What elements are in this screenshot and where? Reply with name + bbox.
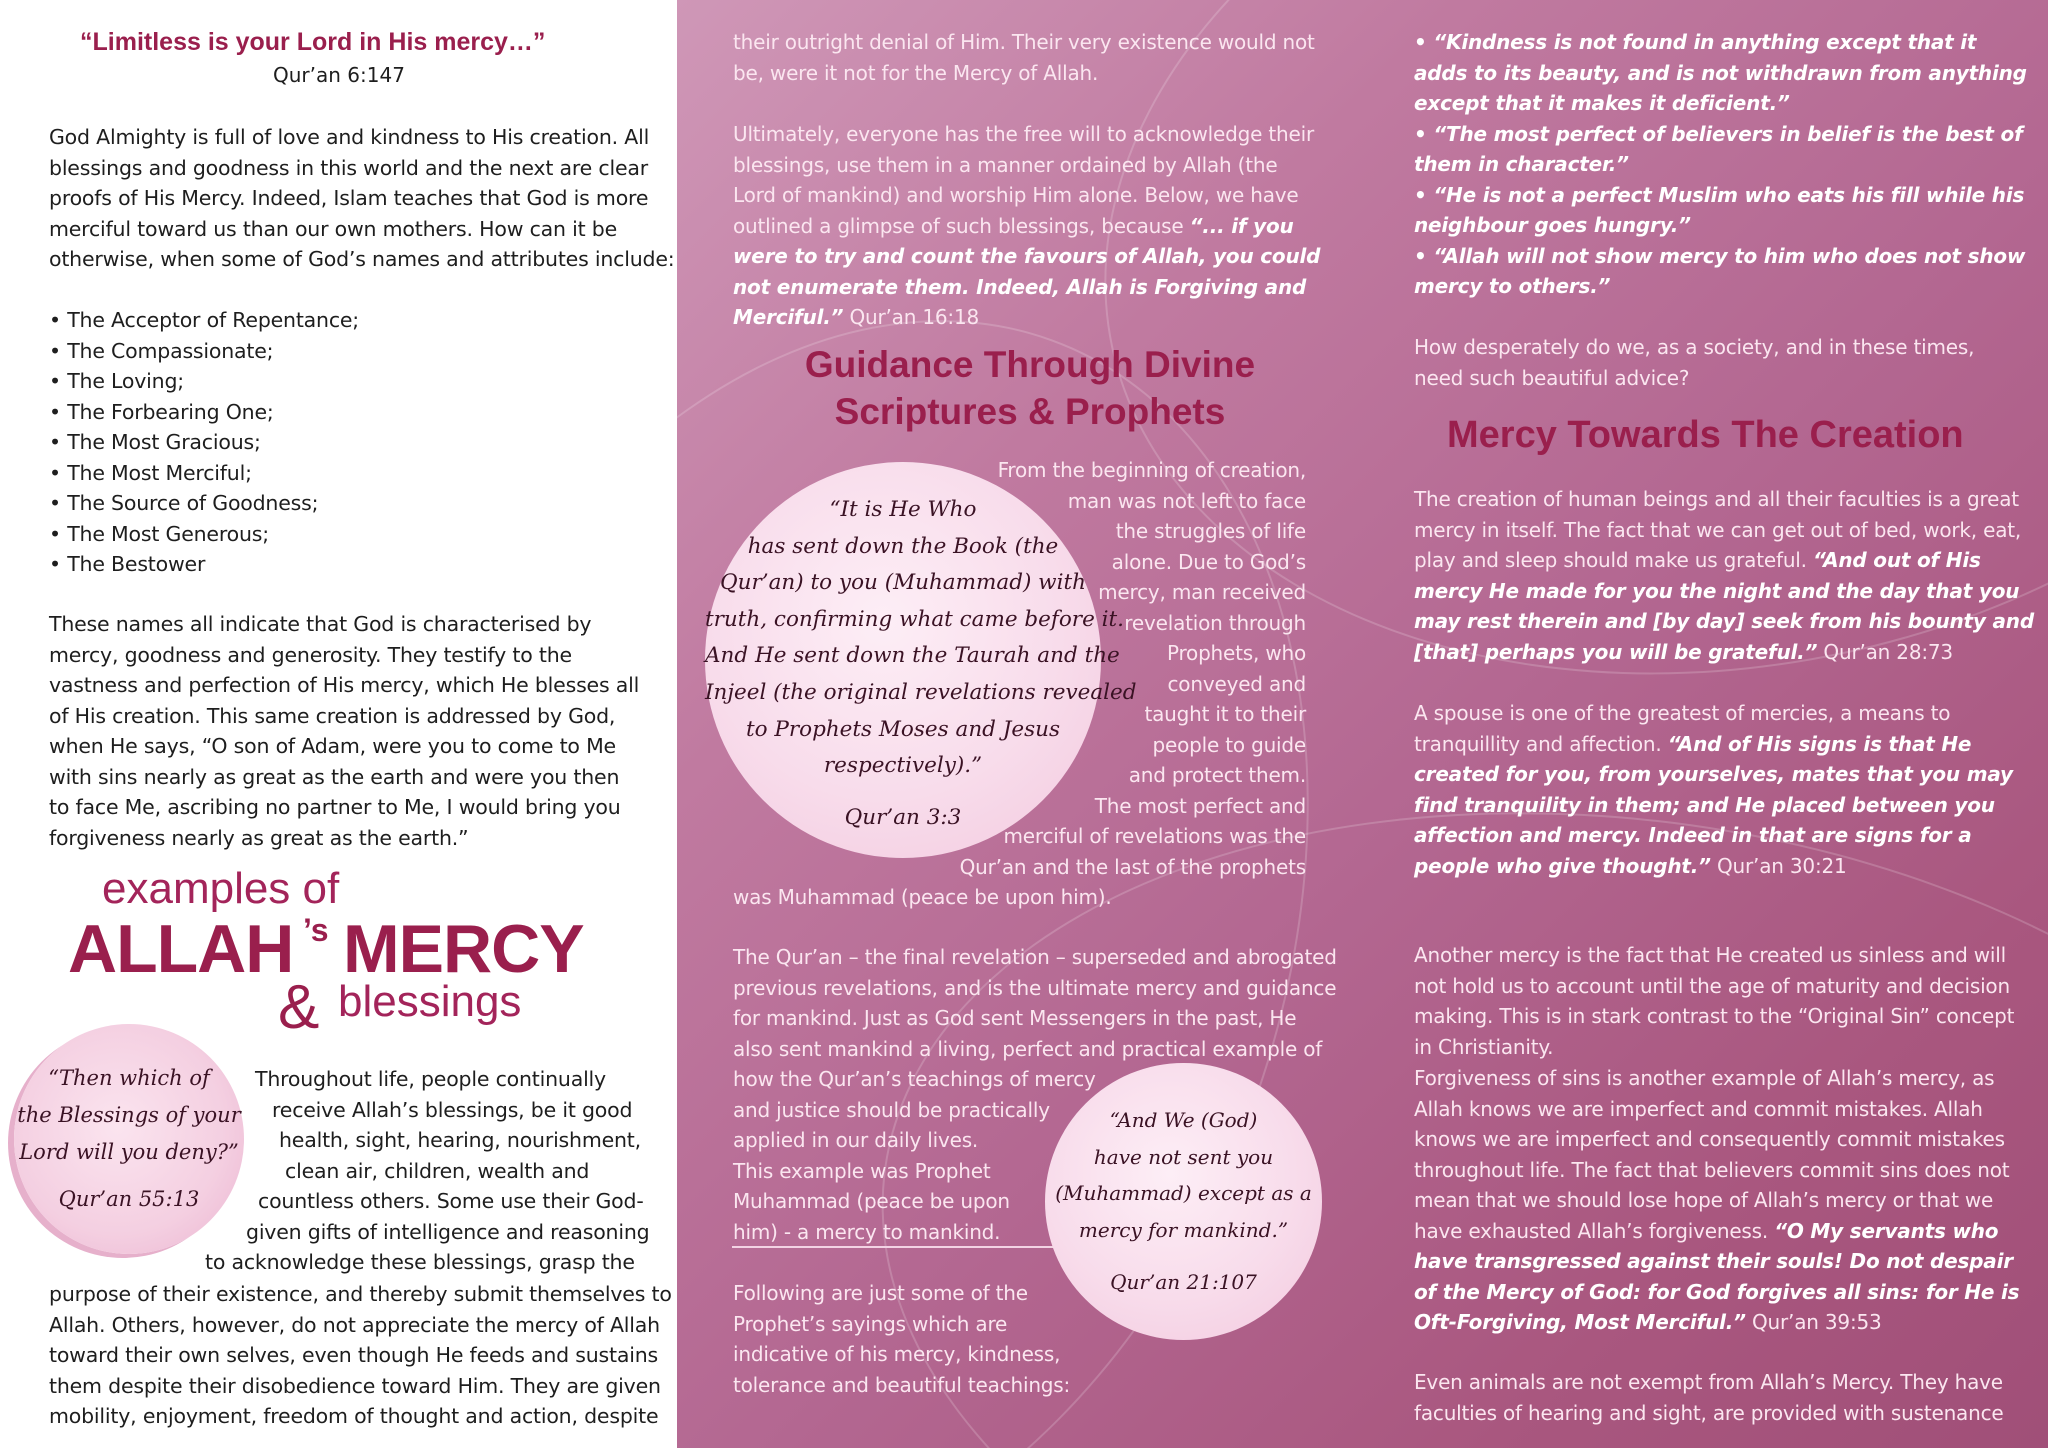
c5-line: faculties of hearing and sight, are provided with sustenance — [1414, 1400, 2004, 1425]
intro-line: otherwise, when some of God’s names and attributes include: — [49, 247, 675, 271]
mid-p5-line: tolerance and beautiful teachings: — [733, 1372, 1071, 1397]
advice-line: How desperately do we, as a society, and in these times, — [1414, 335, 1975, 359]
intro-line: merciful toward us than our own mothers. How can it be — [49, 216, 617, 241]
mid-wrap-line: mercy, man received — [1098, 580, 1306, 604]
title-apostrophe-s: ’s — [303, 912, 329, 948]
mid-wrap-line: man was not left to face — [1067, 488, 1306, 513]
wrap-line: health, sight, hearing, nourishment, — [279, 1128, 641, 1152]
c3-line: not hold us to account until the age of maturity and decision — [1414, 973, 2010, 998]
circle-quote-line: (Muhammad) except as a — [1055, 1181, 1312, 1205]
mid-p5-line: Prophet’s sayings which are — [733, 1311, 1008, 1336]
mid-p4-line: applied in our daily lives. — [733, 1128, 979, 1152]
mid-line: Ultimately, everyone has the free will to acknowledge their — [733, 122, 1314, 146]
mid-ref-line-part: Merciful.” — [733, 305, 844, 329]
c4-line: mean that we should lose hope of Allah’s mercy or that we — [1414, 1188, 1994, 1212]
c3-line: making. This is in stark contrast to the “Original Sin” concept — [1414, 1004, 2015, 1028]
c4-bold-line: of the Mercy of God: for God forgives all sins: for He is — [1414, 1279, 2020, 1304]
names-para-line: to face Me, ascribing no partner to Me, I would bring you — [49, 795, 621, 819]
wrap-line: clean air, children, wealth and — [285, 1158, 590, 1183]
c4-line: throughout life. The fact that believers commit sins does not — [1414, 1157, 2010, 1182]
wrap-line: countless others. Some use their God- — [258, 1189, 644, 1213]
mid-ref-line — [733, 302, 979, 333]
quote-circle-55-13 — [14, 1024, 244, 1254]
c4-ref-line-emphasis: Qur’an 39:53 — [1745, 1310, 1882, 1334]
c2-bold-line: find tranquility in them; and He placed between you — [1414, 792, 1995, 817]
heading-guidance-line1: Guidance Through Divine — [804, 344, 1256, 385]
circle-quote-line: Qur’an) to you (Muhammad) with — [720, 570, 1086, 596]
circle-quote-ref: Qur’an 3:3 — [844, 805, 962, 830]
heading-guidance-line2: Scriptures & Prophets — [834, 391, 1226, 432]
bottom-line: purpose of their existence, and thereby submit themselves to — [49, 1282, 672, 1306]
mid-bold-line: not enumerate them. Indeed, Allah is Forgiving and — [733, 274, 1307, 299]
saying-line: • “Allah will not show mercy to him who does not show — [1414, 243, 2026, 268]
name-item: • The Bestower — [49, 552, 206, 576]
mid-wrap-line: From the beginning of creation, — [997, 458, 1306, 482]
wrap-line: Throughout life, people continually — [255, 1067, 606, 1091]
bottom-line: toward their own selves, even though He feeds and sustains — [49, 1343, 659, 1367]
names-para-line: of His creation. This same creation is addressed by God, — [49, 703, 616, 728]
intro-line: proofs of His Mercy. Indeed, Islam teaches that God is more — [49, 186, 649, 210]
title-ampersand: & — [278, 973, 320, 1042]
c1-mixed-line-part: play and sleep should make us grateful. — [1414, 548, 1813, 572]
name-item: • The Acceptor of Repentance; — [49, 308, 360, 332]
title-allah: ALLAH — [68, 911, 294, 987]
c4-mixed-line-emphasis: “O My servants who — [1774, 1218, 1999, 1243]
c1-bold-line: may rest therein and [by day] seek from his bounty and — [1414, 609, 2034, 633]
mid-line: their outright denial of Him. Their very existence would not — [733, 30, 1315, 54]
c2-mixed-line-part: tranquillity and affection. — [1414, 731, 1668, 756]
circle-quote-line: “And We (God) — [1109, 1108, 1258, 1132]
mid-wrap-line: Prophets, who — [1166, 641, 1306, 665]
bottom-line: them despite their disobedience toward Him. They are given — [49, 1373, 661, 1398]
c1-mixed-line-emphasis: “And out of His — [1812, 548, 1981, 572]
advice-line: need such beautiful advice? — [1414, 365, 1690, 390]
wrap-line: to acknowledge these blessings, grasp the — [205, 1250, 635, 1274]
mid-p5-line: Following are just some of the — [733, 1281, 1028, 1305]
c5-line: Even animals are not exempt from Allah’s Mercy. They have — [1414, 1370, 2003, 1394]
title-blessings: blessings — [338, 977, 522, 1026]
names-para-line: These names all indicate that God is characterised by — [49, 612, 592, 636]
circle-quote-line: mercy for mankind.” — [1078, 1217, 1289, 1242]
c4-ref-line-part: Oft-Forgiving, Most Merciful.” — [1414, 1310, 1746, 1334]
mid-wrap-line: conveyed and — [1167, 671, 1306, 696]
name-item: • The Compassionate; — [49, 338, 274, 363]
saying-line: except that it makes it deficient.” — [1414, 91, 1790, 115]
saying-line: mercy to others.” — [1414, 274, 1611, 298]
c1-mixed-line — [1414, 545, 1981, 576]
c1-ref-line-emphasis: Qur’an 28:73 — [1817, 639, 1953, 664]
c1-line: mercy in itself. The fact that we can get out of bed, work, eat, — [1414, 517, 2022, 542]
mid-wrap-line: taught it to their — [1144, 702, 1306, 726]
c2-bold-line: affection and mercy. Indeed in that are signs for a — [1414, 823, 1972, 847]
name-item: • The Loving; — [49, 369, 184, 393]
c2-bold-line: created for you, from yourselves, mates that you may — [1414, 762, 2013, 786]
c4-ref-line — [1414, 1307, 1882, 1338]
intro-line: blessings and goodness in this world and the next are clear — [49, 155, 648, 180]
mid-wrap-line: the struggles of life — [1115, 519, 1306, 543]
c2-ref-line — [1414, 851, 1847, 882]
names-para-line: with sins nearly as great as the earth and were you then — [49, 764, 620, 789]
c2-mixed-line-emphasis: “And of His signs is that He — [1667, 731, 1972, 756]
c2-mixed-line — [1414, 729, 1971, 760]
mid-wrap-line: alone. Due to God’s — [1111, 549, 1306, 574]
saying-line: them in character.” — [1414, 152, 1629, 176]
left-panel — [0, 0, 677, 1448]
mid-p4-line: also sent mankind a living, perfect and practical example of — [733, 1036, 1323, 1061]
intro-line: God Almighty is full of love and kindness to His creation. All — [49, 125, 650, 149]
circle-quote-line: And He sent down the Taurah and the — [705, 643, 1120, 669]
wrap-line: receive Allah’s blessings, be it good — [272, 1097, 633, 1122]
saying-line: adds to its beauty, and is not withdrawn from anything — [1414, 60, 2027, 85]
mid-p4-line: him) - a mercy to mankind. — [733, 1219, 1001, 1244]
saying-line: • “Kindness is not found in anything except that it — [1414, 30, 1977, 54]
name-item: • The Most Merciful; — [49, 460, 252, 485]
c4-line: Forgiveness of sins is another example of Allah’s mercy, as — [1414, 1066, 1995, 1090]
name-item: • The Source of Goodness; — [49, 491, 319, 515]
title-examples-of: examples of — [102, 864, 340, 913]
mid-bold-line: were to try and count the favours of Allah, you could — [733, 244, 1321, 268]
mid-p5-line: indicative of his mercy, kindness, — [733, 1342, 1061, 1366]
mid-ref-line-emphasis: Qur’an 16:18 — [843, 305, 980, 329]
c4-line: Allah knows we are imperfect and commit mistakes. Allah — [1414, 1096, 1983, 1121]
mid-wrap-line: was Muhammad (peace be upon him). — [733, 885, 1112, 909]
mid-line: Lord of mankind) and worship Him alone. Below, we have — [733, 183, 1299, 207]
mid-p4-line: how the Qur’an’s teachings of mercy — [733, 1067, 1096, 1091]
c1-ref-line-part: [that] perhaps you will be grateful.” — [1414, 639, 1818, 664]
name-item: • The Most Gracious; — [49, 430, 261, 454]
c1-line: The creation of human beings and all their faculties is a great — [1414, 487, 2019, 511]
c4-mixed-line — [1414, 1216, 1998, 1247]
title-mercy: MERCY — [343, 911, 584, 987]
saying-line: • “He is not a perfect Muslim who eats his fill while his — [1414, 182, 2025, 207]
circle-quote-line: “It is He Who — [829, 497, 977, 522]
mid-wrap-line: and protect them. — [1128, 763, 1306, 787]
wrap-line: given gifts of intelligence and reasoning — [246, 1219, 650, 1244]
c2-ref-line-part: people who give thought.” — [1414, 853, 1711, 878]
saying-line: neighbour goes hungry.” — [1414, 213, 1691, 237]
mid-wrap-line: The most perfect and — [1094, 793, 1306, 818]
c4-bold-line: have transgressed against their souls! Do not despair — [1414, 1249, 2013, 1273]
mid-mixed-line — [733, 211, 1294, 242]
circle-quote-line: respectively).” — [823, 753, 983, 779]
bottom-line: Allah. Others, however, do not appreciate the mercy of Allah — [49, 1312, 660, 1337]
circle-quote-ref: Qur’an 21:107 — [1110, 1270, 1257, 1294]
c1-bold-line: mercy He made for you the night and the day that you — [1414, 578, 2020, 603]
names-para-line: mercy, goodness and generosity. They testify to the — [49, 642, 572, 667]
circle-quote-line: has sent down the Book (the — [747, 533, 1059, 559]
circle-quote-line: have not sent you — [1093, 1144, 1274, 1169]
mid-p4-line: The Qur’an – the final revelation – superseded and abrogated — [733, 945, 1337, 969]
opening-quote-ref: Qur’an 6:147 — [273, 63, 405, 87]
mid-mixed-line-emphasis: “... if you — [1189, 213, 1294, 238]
c1-ref-line — [1414, 637, 1953, 668]
mid-wrap-line: Qur’an and the last of the prophets — [959, 854, 1306, 879]
mid-p4-line: This example was Prophet — [733, 1158, 991, 1183]
saying-line: • “The most perfect of believers in belief is the best of — [1414, 121, 2023, 146]
names-para-line: vastness and perfection of His mercy, which He blesses all — [49, 673, 640, 697]
c2-line: A spouse is one of the greatest of mercies, a means to — [1414, 701, 1951, 725]
names-para-line: when He says, “O son of Adam, were you to come to Me — [49, 734, 616, 758]
circle-quote-line: Injeel (the original revelations revealed — [705, 680, 1137, 705]
c4-line: knows we are imperfect and consequently commit mistakes — [1414, 1127, 2005, 1151]
bottom-line: mobility, enjoyment, freedom of thought and action, despite — [49, 1404, 659, 1428]
mid-p4-line: and justice should be practically — [733, 1097, 1050, 1122]
name-item: • The Most Generous; — [49, 521, 269, 546]
mid-p4-line: for mankind. Just as God sent Messengers in the past, He — [733, 1006, 1297, 1030]
c3-line: in Christianity. — [1414, 1034, 1554, 1059]
circle-quote-line: the Blessings of your — [17, 1103, 241, 1127]
heading-mercy-creation: Mercy Towards The Creation — [1447, 414, 1964, 456]
mid-p4-line: previous revelations, and is the ultimate mercy and guidance — [733, 975, 1337, 1000]
name-item: • The Forbearing One; — [49, 399, 274, 424]
names-para-line: forgiveness nearly as great as the earth.” — [49, 825, 469, 850]
mid-line: blessings, use them in a manner ordained by Allah (the — [733, 152, 1278, 177]
mid-wrap-line: people to guide — [1152, 732, 1306, 757]
c2-ref-line-emphasis: Qur’an 30:21 — [1710, 853, 1847, 878]
mid-mixed-line-part: outlined a glimpse of such blessings, because — [733, 213, 1190, 238]
circle-quote-line: “Then which of — [48, 1066, 210, 1090]
opening-quote: “Limitless is your Lord in His mercy…” — [80, 28, 546, 56]
circle-quote-line: truth, confirming what came before it. — [705, 606, 1124, 632]
circle-quote-line: to Prophets Moses and Jesus — [745, 716, 1061, 742]
c4-mixed-line-part: have exhausted Allah’s forgiveness. — [1414, 1218, 1775, 1243]
mid-wrap-line: merciful of revelations was the — [1003, 824, 1306, 848]
circle-quote-ref: Qur’an 55:13 — [58, 1187, 200, 1211]
mid-p4-line: Muhammad (peace be upon — [733, 1189, 1010, 1213]
mid-line: be, were it not for the Mercy of Allah. — [733, 60, 1099, 85]
mid-wrap-line: revelation through — [1124, 610, 1306, 635]
c3-line: Another mercy is the fact that He created us sinless and will — [1414, 943, 2006, 967]
circle-quote-line: Lord will you deny?” — [19, 1140, 239, 1164]
